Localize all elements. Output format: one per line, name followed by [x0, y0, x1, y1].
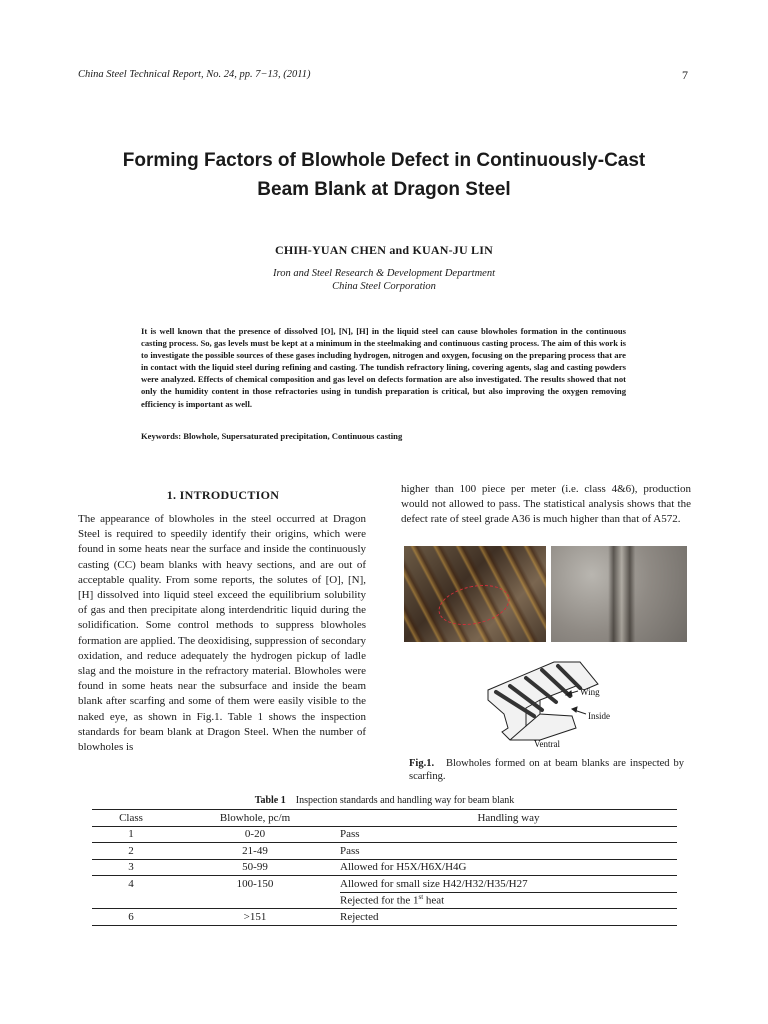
table-header-blowhole: Blowhole, pc/m: [170, 810, 340, 827]
affiliation: [100, 267, 668, 293]
table-cell: 0-20: [170, 826, 340, 843]
table-row: [92, 843, 677, 860]
table-cell: Allowed for H5X/H6X/H4G: [340, 859, 677, 876]
table-cell: 21-49: [170, 843, 340, 860]
table-cell: 100-150: [236, 878, 274, 890]
figure-caption-text: Blowholes formed on at beam blanks are inspected by scarfing.: [409, 758, 685, 782]
blowhole-photo-right: [551, 546, 687, 642]
table-row: [92, 909, 677, 926]
table-cell: Pass: [340, 843, 677, 860]
table-cell: 3: [92, 859, 170, 876]
intro-paragraph-left: The appearance of blowholes in the steel occurred at Dragon Steel is required to speedily identify their origins, which were found in some heats near the surface and inside the continuously casting (CC) beam blanks with heavy sections, and are out of acceptable quality. From some reports, the solutes of [O], [N], [H] dissolved into liquid steel exceed the equilibrium solubility of gas and then precipitate along interdendritic liquid during the solidification. Some control methods to suppress blowholes formation are applied. The deoxidising, suppression of secondary oxidation, and reduce adequately the hydrogen pickup of ladle slag and the moisture in the refractory material. Blowholes were found in some heats near the subsurface and inside the beam blank after scarfing and some of them were easily visible to the naked eye, as shown in Fig.1. Table 1 shows the inspection standards for beam blank at Dragon Steel. When the number of blowholes is: [78, 513, 366, 754]
figure-caption: [409, 757, 684, 783]
paper-title: [90, 146, 678, 204]
table-cell: [340, 826, 677, 843]
blowhole-photo-left: [404, 546, 546, 642]
inspection-standards-table: [92, 809, 677, 926]
title-line-1: Forming Factors of Blowhole Defect in Continuously-Cast: [122, 150, 646, 171]
table-cell-text: Pass: [340, 828, 360, 841]
abstract: It is well known that the presence of dissolved [O], [N], [H] in the liquid steel can cause blowholes formation in the continuous casting process. So, gas levels must be kept at a minimum in the steelmaking and continuous casting process. The aim of this work is to investigate the possible sources of these gases including hydrogen, nitrogen and oxygen, focusing on the preparing process that are in contact with the liquid steel during refining and casting. The tundish refractory lining, covering agents, slag and casting powders were analyzed. Effects of chemical composition and gas level on defects formation are also investigated. The results showed that not only the humidity content in those refractories using in tundish preparation is critical, but also improving the oxygen removing efficiency is important as well.: [141, 326, 626, 409]
table-caption-text: Inspection standards and handling way for beam blank: [295, 795, 515, 806]
table-cell: 6: [92, 909, 170, 926]
page-number: 7: [682, 68, 688, 82]
table-cell: 2: [92, 843, 170, 860]
table-header-handling: Handling way: [340, 810, 677, 827]
diagram-label-inside: Inside: [588, 711, 610, 721]
title-line-2: Beam Blank at Dragon Steel: [257, 179, 511, 200]
table-row: [92, 826, 677, 843]
table-caption-label: Table 1: [254, 795, 286, 806]
superscript: st: [418, 893, 424, 902]
table-header-class: Class: [92, 810, 170, 827]
table-caption: [92, 795, 677, 806]
table-cell: 4: [128, 878, 134, 890]
defect-highlight-ellipse: [435, 579, 513, 631]
beam-blank-diagram: [480, 656, 610, 752]
table-cell: [340, 892, 677, 909]
diagram-label-ventral: Ventral: [534, 739, 560, 749]
affiliation-company: China Steel Corporation: [332, 281, 436, 292]
table-header-row: [92, 810, 677, 827]
table-cell: [170, 892, 340, 909]
diagram-label-wing: Wing: [580, 687, 600, 697]
table-row: [92, 859, 677, 876]
table-cell: 1: [92, 826, 170, 843]
table-cell-text: heat: [423, 895, 445, 908]
affiliation-department: Iron and Steel Research & Development Department: [273, 268, 495, 279]
authors: CHIH-YUAN CHEN and KUAN-JU LIN: [274, 243, 493, 257]
table-cell: [92, 892, 170, 909]
table-row: [92, 876, 677, 893]
table-cell: Allowed for small size H42/H32/H35/H27: [340, 876, 677, 893]
table-cell-text: Rejected for the 1: [340, 895, 419, 908]
figure-caption-label: Fig.1.: [409, 758, 435, 769]
journal-citation: China Steel Technical Report, No. 24, pp. 7−13, (2011): [78, 69, 311, 80]
table-cell: Rejected: [340, 909, 677, 926]
table-cell: 50-99: [170, 859, 340, 876]
table-row: [92, 892, 677, 909]
section-heading-introduction: 1. INTRODUCTION: [166, 488, 280, 502]
table-cell: >151: [170, 909, 340, 926]
keywords: Keywords: Blowhole, Supersaturated precipitation, Continuous casting: [141, 431, 403, 441]
intro-paragraph-right: higher than 100 piece per meter (i.e. class 4&6), production would not allowed to pass. The statistical analysis shows that the defect rate of steel grade A36 is much higher than that of A572.: [401, 483, 691, 526]
